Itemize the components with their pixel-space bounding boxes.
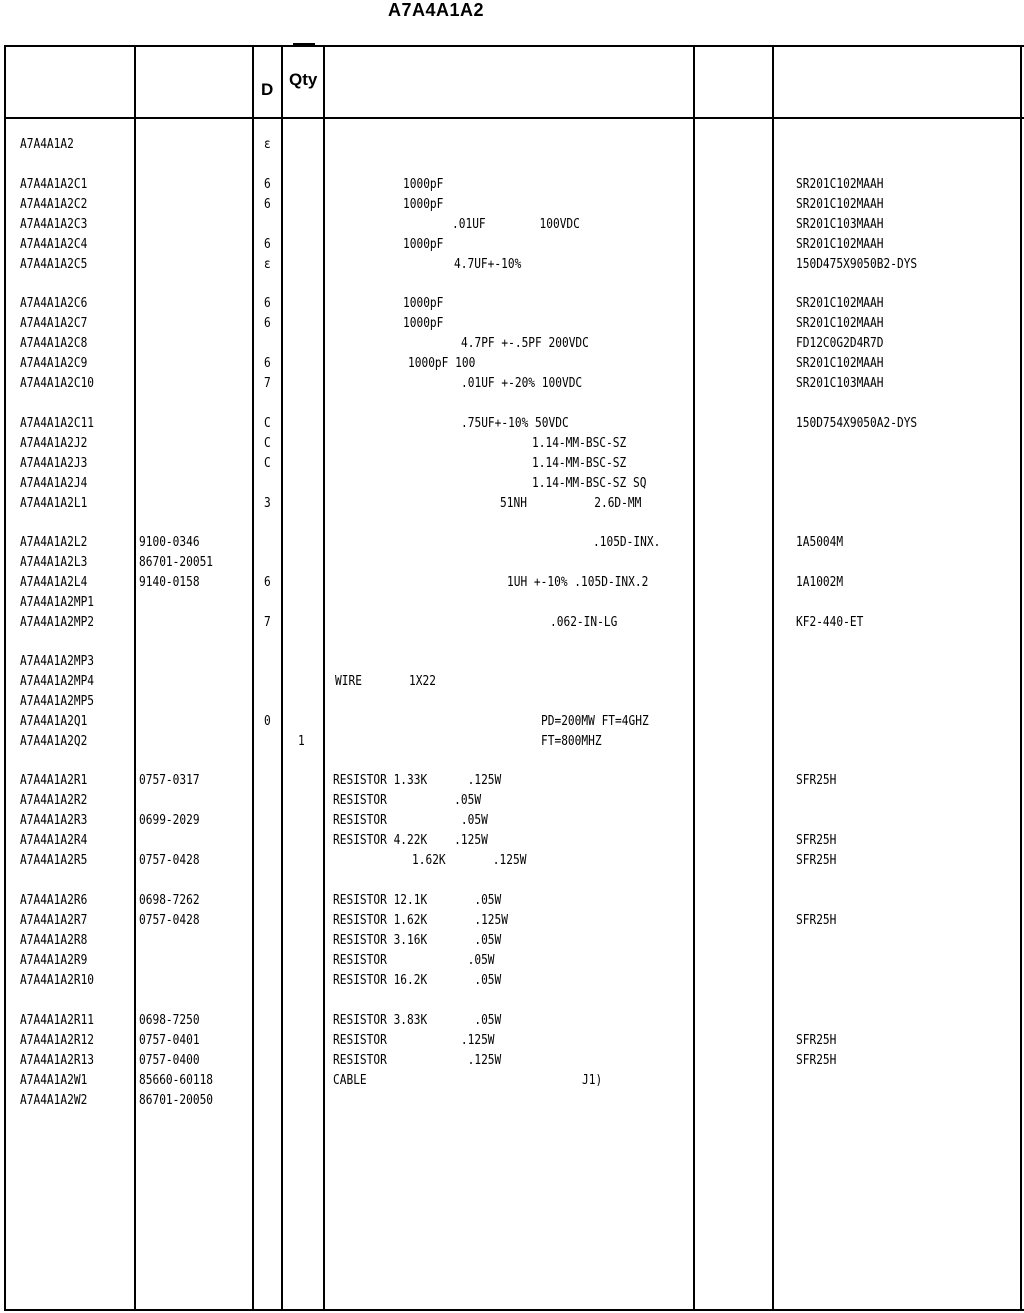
ref-designator: A7A4A1A2R4 bbox=[20, 833, 88, 848]
ref-designator: A7A4A1A2C9 bbox=[20, 356, 88, 371]
mfr-part-number: SFR25H bbox=[796, 1053, 837, 1068]
mfr-part-number: SFR25H bbox=[796, 913, 837, 928]
ref-designator: A7A4A1A2R6 bbox=[20, 893, 88, 908]
description: RESISTOR .125W bbox=[333, 1053, 502, 1068]
mfr-part-number: 150D754X9050A2-DYS bbox=[796, 416, 918, 431]
description: RESISTOR 16.2K .05W bbox=[333, 973, 502, 988]
part-number: 0757-0400 bbox=[139, 1053, 200, 1068]
ref-designator: A7A4A1A2R5 bbox=[20, 853, 88, 868]
check-digit: 3 bbox=[264, 496, 271, 511]
ref-designator: A7A4A1A2J3 bbox=[20, 456, 88, 471]
header-d: D bbox=[261, 80, 274, 99]
description: RESISTOR .05W bbox=[333, 813, 488, 828]
mfr-part-number: 150D475X9050B2-DYS bbox=[796, 257, 918, 272]
check-digit: 7 bbox=[264, 376, 271, 391]
ref-designator: A7A4A1A2C2 bbox=[20, 197, 88, 212]
mfr-part-number: SFR25H bbox=[796, 833, 837, 848]
ref-designator: A7A4A1A2Q2 bbox=[20, 734, 88, 749]
check-digit: 6 bbox=[264, 316, 271, 331]
ref-designator: A7A4A1A2W1 bbox=[20, 1073, 88, 1088]
ref-designator: A7A4A1A2MP1 bbox=[20, 595, 95, 610]
page-title: A7A4A1A2 bbox=[388, 0, 485, 20]
description: 1.14-MM-BSC-SZ SQ bbox=[532, 476, 647, 491]
qty-notch-bottom bbox=[293, 117, 315, 119]
mfr-part-number: SR201C102MAAH bbox=[796, 197, 884, 212]
ref-designator: A7A4A1A2C5 bbox=[20, 257, 88, 272]
part-number: 86701-20051 bbox=[139, 555, 214, 570]
description: 1000pF bbox=[403, 197, 444, 212]
check-digit: 6 bbox=[264, 356, 271, 371]
description: RESISTOR .125W bbox=[333, 1033, 495, 1048]
check-digit: C bbox=[264, 456, 271, 471]
description: 1.14-MM-BSC-SZ bbox=[532, 456, 627, 471]
mfr-part-number: SFR25H bbox=[796, 853, 837, 868]
part-number: 85660-60118 bbox=[139, 1073, 214, 1088]
ref-designator: A7A4A1A2C7 bbox=[20, 316, 88, 331]
description: RESISTOR .05W bbox=[333, 793, 482, 808]
description: RESISTOR 12.1K .05W bbox=[333, 893, 502, 908]
part-number: 0698-7250 bbox=[139, 1013, 200, 1028]
description: 1000pF bbox=[403, 316, 444, 331]
part-number: 0757-0428 bbox=[139, 853, 200, 868]
description: RESISTOR 3.83K .05W bbox=[333, 1013, 502, 1028]
header-bottom-rule bbox=[4, 117, 1024, 119]
ref-designator: A7A4A1A2J4 bbox=[20, 476, 88, 491]
part-number: 86701-20050 bbox=[139, 1093, 214, 1108]
ref-designator: A7A4A1A2C3 bbox=[20, 217, 88, 232]
check-digit: C bbox=[264, 436, 271, 451]
description: PD=200MW FT=4GHZ bbox=[541, 714, 649, 729]
mfr-part-number: SR201C102MAAH bbox=[796, 356, 884, 371]
description: 1000pF 100 bbox=[408, 356, 476, 371]
description: 1000pF bbox=[403, 296, 444, 311]
ref-designator: A7A4A1A2R10 bbox=[20, 973, 95, 988]
col-divider-code bbox=[772, 45, 774, 1311]
description: .01UF 100VDC bbox=[452, 217, 580, 232]
description: 4.7PF +-.5PF 200VDC bbox=[461, 336, 589, 351]
ref-designator: A7A4A1A2L4 bbox=[20, 575, 88, 590]
description: .105D-INX. bbox=[593, 535, 661, 550]
ref-designator: A7A4A1A2 bbox=[20, 137, 74, 152]
check-digit: ε bbox=[264, 257, 271, 272]
description: RESISTOR 4.22K .125W bbox=[333, 833, 488, 848]
mfr-part-number: KF2-440-ET bbox=[796, 615, 864, 630]
description: 51NH 2.6D-MM bbox=[500, 496, 642, 511]
ref-designator: A7A4A1A2MP4 bbox=[20, 674, 95, 689]
ref-designator: A7A4A1A2MP3 bbox=[20, 654, 95, 669]
ref-designator: A7A4A1A2MP5 bbox=[20, 694, 95, 709]
ref-designator: A7A4A1A2J2 bbox=[20, 436, 88, 451]
ref-designator: A7A4A1A2Q1 bbox=[20, 714, 88, 729]
check-digit: 6 bbox=[264, 575, 271, 590]
description: 1.62K .125W bbox=[412, 853, 527, 868]
part-number: 9140-0158 bbox=[139, 575, 200, 590]
check-digit: ε bbox=[264, 137, 271, 152]
mfr-part-number: SR201C102MAAH bbox=[796, 316, 884, 331]
part-number: 0699-2029 bbox=[139, 813, 200, 828]
col-divider-ref bbox=[134, 45, 136, 1311]
mfr-part-number: SR201C102MAAH bbox=[796, 237, 884, 252]
check-digit: 6 bbox=[264, 237, 271, 252]
description: .75UF+-10% 50VDC bbox=[461, 416, 569, 431]
mfr-part-number: 1A1002M bbox=[796, 575, 844, 590]
ref-designator: A7A4A1A2C6 bbox=[20, 296, 88, 311]
col-divider-d bbox=[281, 45, 283, 1311]
description: WIRE 1X22 bbox=[335, 674, 436, 689]
ref-designator: A7A4A1A2R7 bbox=[20, 913, 88, 928]
col-divider-desc bbox=[693, 45, 695, 1311]
table-top-rule bbox=[4, 45, 1024, 47]
part-number: 0757-0317 bbox=[139, 773, 200, 788]
check-digit: 7 bbox=[264, 615, 271, 630]
mfr-part-number: SR201C103MAAH bbox=[796, 217, 884, 232]
description: 1UH +-10% .105D-INX.2 bbox=[507, 575, 649, 590]
ref-designator: A7A4A1A2MP2 bbox=[20, 615, 95, 630]
description: .01UF +-20% 100VDC bbox=[461, 376, 583, 391]
mfr-part-number: SR201C103MAAH bbox=[796, 376, 884, 391]
ref-designator: A7A4A1A2L2 bbox=[20, 535, 88, 550]
quantity: 1 bbox=[298, 734, 305, 749]
description: 1000pF bbox=[403, 177, 444, 192]
ref-designator: A7A4A1A2R2 bbox=[20, 793, 88, 808]
col-divider-pn bbox=[252, 45, 254, 1311]
ref-designator: A7A4A1A2R8 bbox=[20, 933, 88, 948]
description: RESISTOR 1.62K .125W bbox=[333, 913, 509, 928]
col-divider-qty bbox=[323, 45, 325, 1311]
qty-notch-top bbox=[293, 43, 315, 45]
ref-designator: A7A4A1A2C11 bbox=[20, 416, 95, 431]
description: 4.7UF+-10% bbox=[454, 257, 522, 272]
description: FT=800MHZ bbox=[541, 734, 602, 749]
part-number: 0698-7262 bbox=[139, 893, 200, 908]
mfr-part-number: SR201C102MAAH bbox=[796, 177, 884, 192]
description: RESISTOR .05W bbox=[333, 953, 495, 968]
ref-designator: A7A4A1A2R3 bbox=[20, 813, 88, 828]
check-digit: C bbox=[264, 416, 271, 431]
col-divider-right-edge bbox=[1020, 45, 1022, 1311]
part-number: 0757-0428 bbox=[139, 913, 200, 928]
part-number: 0757-0401 bbox=[139, 1033, 200, 1048]
table-bottom-rule bbox=[4, 1309, 1024, 1311]
mfr-part-number: SR201C102MAAH bbox=[796, 296, 884, 311]
ref-designator: A7A4A1A2C10 bbox=[20, 376, 95, 391]
description: .062-IN-LG bbox=[550, 615, 618, 630]
ref-designator: A7A4A1A2L3 bbox=[20, 555, 88, 570]
description: RESISTOR 1.33K .125W bbox=[333, 773, 502, 788]
mfr-part-number: FD12C0G2D4R7D bbox=[796, 336, 884, 351]
ref-designator: A7A4A1A2C1 bbox=[20, 177, 88, 192]
ref-designator: A7A4A1A2C4 bbox=[20, 237, 88, 252]
description: RESISTOR 3.16K .05W bbox=[333, 933, 502, 948]
ref-designator: A7A4A1A2R9 bbox=[20, 953, 88, 968]
check-digit: 6 bbox=[264, 177, 271, 192]
ref-designator: A7A4A1A2C8 bbox=[20, 336, 88, 351]
mfr-part-number: 1A5004M bbox=[796, 535, 844, 550]
description: 1000pF bbox=[403, 237, 444, 252]
check-digit: 6 bbox=[264, 197, 271, 212]
ref-designator: A7A4A1A2R11 bbox=[20, 1013, 95, 1028]
check-digit: 6 bbox=[264, 296, 271, 311]
ref-designator: A7A4A1A2W2 bbox=[20, 1093, 88, 1108]
mfr-part-number: SFR25H bbox=[796, 1033, 837, 1048]
check-digit: 0 bbox=[264, 714, 271, 729]
description: 1.14-MM-BSC-SZ bbox=[532, 436, 627, 451]
ref-designator: A7A4A1A2R13 bbox=[20, 1053, 95, 1068]
mfr-part-number: SFR25H bbox=[796, 773, 837, 788]
ref-designator: A7A4A1A2R1 bbox=[20, 773, 88, 788]
ref-designator: A7A4A1A2R12 bbox=[20, 1033, 95, 1048]
header-qty: Qty bbox=[289, 70, 318, 89]
description: CABLE J1) bbox=[333, 1073, 603, 1088]
col-divider-left-edge bbox=[4, 45, 6, 1311]
part-number: 9100-0346 bbox=[139, 535, 200, 550]
ref-designator: A7A4A1A2L1 bbox=[20, 496, 88, 511]
